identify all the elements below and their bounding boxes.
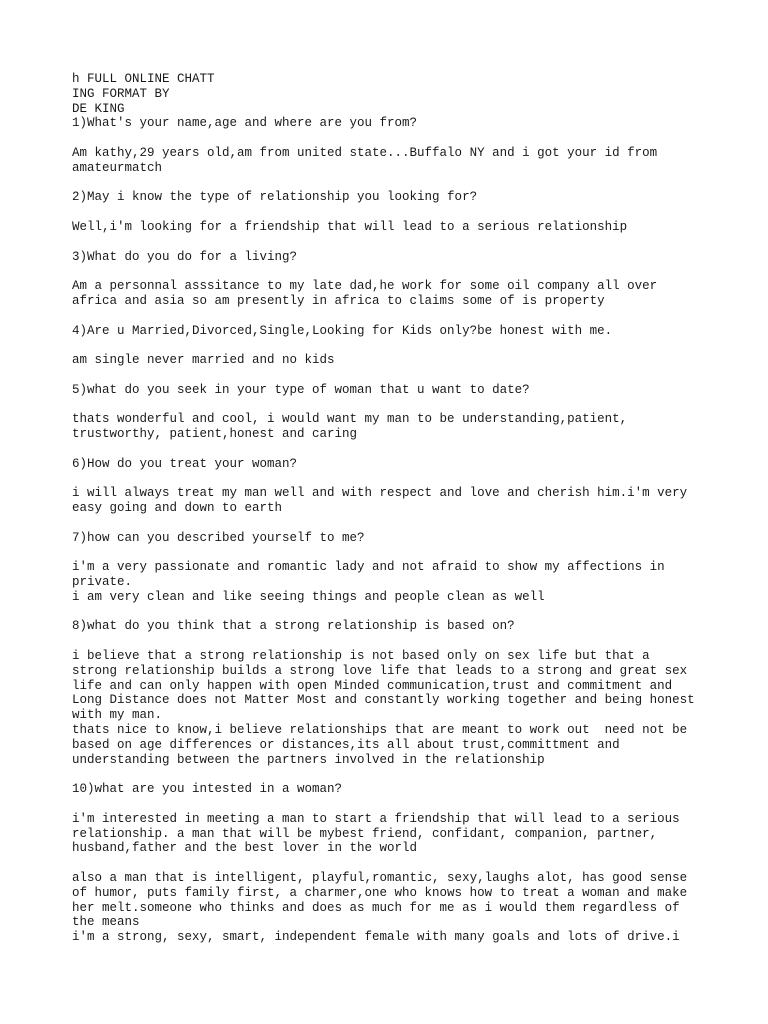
text-line: africa and asia so am presently in africa to claims some of is property — [72, 293, 605, 308]
text-line: 4)Are u Married,Divorced,Single,Looking for Kids only?be honest with me. — [72, 323, 613, 338]
paragraph-gap — [72, 368, 712, 383]
paragraph-gap — [72, 398, 712, 413]
paragraph-gap — [72, 634, 712, 649]
paragraph-gap — [72, 264, 712, 279]
text-line: Long Distance does not Matter Most and constantly working together and being honest — [72, 693, 695, 708]
paragraph-gap — [72, 176, 712, 191]
text-line: i'm interested in meeting a man to start a friendship that will lead to a serious — [72, 811, 680, 826]
text-line: i will always treat my man well and with respect and love and cherish him.i'm very — [72, 486, 688, 501]
text-line: understanding between the partners involved in the relationship — [72, 752, 545, 767]
paragraph-gap — [72, 442, 712, 457]
text-line: thats nice to know,i believe relationships that are meant to work out need not be — [72, 723, 688, 738]
text-line: i'm a strong, sexy, smart, independent female with many goals and lots of drive.i — [72, 930, 680, 945]
paragraph-gap — [72, 856, 712, 871]
text-line: i believe that a strong relationship is not based only on sex life but that a — [72, 649, 650, 664]
text-line: based on age differences or distances,its all about trust,committment and — [72, 737, 620, 752]
text-line: h FULL ONLINE CHATT — [72, 72, 215, 86]
paragraph-gap — [72, 205, 712, 220]
text-line: private. — [72, 575, 133, 590]
text-line: of humor, puts family first, a charmer,one who knows how to treat a woman and make — [72, 885, 688, 900]
text-line: 6)How do you treat your woman? — [72, 456, 298, 471]
paragraph-gap — [72, 797, 712, 812]
text-line: i'm a very passionate and romantic lady and not afraid to show my affections in — [72, 560, 665, 575]
paragraph-gap — [72, 472, 712, 487]
text-line: 8)what do you think that a strong relationship is based on? — [72, 619, 515, 634]
text-line: Well,i'm looking for a friendship that will lead to a serious relationship — [72, 219, 628, 234]
text-line: trustworthy, patient,honest and caring — [72, 427, 358, 442]
text-line: thats wonderful and cool, i would want my man to be understanding,patient, — [72, 412, 628, 427]
paragraph-gap — [72, 131, 712, 146]
paragraph-gap — [72, 338, 712, 353]
text-line: also a man that is intelligent, playful,romantic, sexy,laughs alot, has good sense — [72, 871, 688, 886]
paragraph-gap — [72, 235, 712, 250]
text-line: easy going and down to earth — [72, 501, 283, 516]
paragraph-gap — [72, 309, 712, 324]
text-line: DE KING — [72, 101, 125, 116]
text-line: with my man. — [72, 708, 163, 723]
text-line: ING FORMAT BY — [72, 86, 170, 101]
text-line: life and can only happen with open Minded communication,trust and commitment and — [72, 678, 673, 693]
paragraph-gap — [72, 767, 712, 782]
text-line: 10)what are you intested in a woman? — [72, 782, 343, 797]
text-line: 7)how can you described yourself to me? — [72, 530, 365, 545]
text-line: relationship. a man that will be mybest friend, confidant, companion, partner, — [72, 826, 658, 841]
text-line: the means — [72, 915, 140, 930]
paragraph-gap — [72, 605, 712, 620]
paragraph-gap — [72, 546, 712, 561]
text-line: 3)What do you do for a living? — [72, 249, 298, 264]
text-line: am single never married and no kids — [72, 353, 335, 368]
text-line: her melt.someone who thinks and does as much for me as i would them regardless of — [72, 900, 680, 915]
text-line: Am kathy,29 years old,am from united state...Buffalo NY and i got your id from — [72, 145, 658, 160]
text-line: amateurmatch — [72, 160, 163, 175]
text-line: i am very clean and like seeing things and people clean as well — [72, 589, 545, 604]
paragraph-gap — [72, 516, 712, 531]
text-line: husband,father and the best lover in the world — [72, 841, 418, 856]
text-line: strong relationship builds a strong love life that leads to a strong and great sex — [72, 663, 688, 678]
text-line: Am a personnal asssitance to my late dad,he work for some oil company all over — [72, 279, 658, 294]
document-body — [72, 72, 712, 945]
text-line: 5)what do you seek in your type of woman that u want to date? — [72, 382, 530, 397]
text-line: 1)What's your name,age and where are you from? — [72, 116, 418, 131]
text-line: 2)May i know the type of relationship you looking for? — [72, 190, 478, 205]
